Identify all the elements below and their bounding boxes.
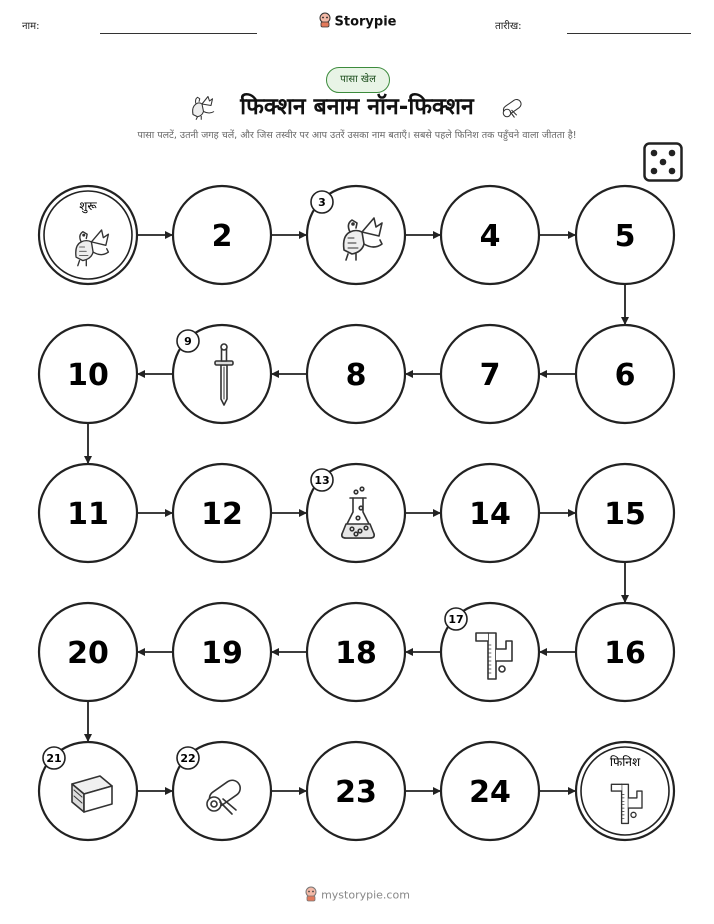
footer	[0, 886, 714, 905]
board-space-10[interactable]	[39, 325, 137, 423]
space-number: 22	[180, 752, 196, 765]
space-number: 20	[67, 636, 109, 671]
space-number: 6	[614, 358, 636, 393]
space-number: 23	[335, 775, 377, 810]
space-number: 21	[46, 752, 62, 765]
space-number: 24	[469, 775, 511, 810]
page-title: फिक्शन बनाम नॉन-फिक्शन	[240, 94, 474, 120]
space-number: 2	[211, 219, 233, 254]
start-label: शुरू	[79, 199, 97, 213]
space-number: 11	[67, 497, 109, 532]
space-number: 12	[201, 497, 243, 532]
game-type-badge: पासा खेल	[326, 67, 390, 93]
space-number: 16	[604, 636, 646, 671]
board-space-15[interactable]	[576, 464, 674, 562]
space-number: 10	[67, 358, 109, 393]
board-space-4[interactable]	[441, 186, 539, 284]
space-number: 4	[479, 219, 501, 254]
board-space-22[interactable]	[173, 742, 271, 840]
board-space-23[interactable]	[307, 742, 405, 840]
board-space-18[interactable]	[307, 603, 405, 701]
board-space-16[interactable]	[576, 603, 674, 701]
board-space-11[interactable]	[39, 464, 137, 562]
board-space-21[interactable]	[39, 742, 137, 840]
name-label: नाम:	[22, 21, 40, 32]
brand-name: Storypie	[334, 14, 397, 30]
board-space-13[interactable]	[307, 464, 405, 562]
finish-label: फिनिश	[609, 755, 641, 769]
board-space-5[interactable]	[576, 186, 674, 284]
start-space[interactable]	[39, 186, 137, 284]
finish-space[interactable]	[576, 742, 674, 840]
space-number: 13	[314, 474, 330, 487]
board-space-17[interactable]	[441, 603, 539, 701]
board-space-20[interactable]	[39, 603, 137, 701]
space-number: 14	[469, 497, 511, 532]
space-number: 8	[345, 358, 367, 393]
space-number: 9	[184, 335, 192, 348]
space-number: 17	[448, 613, 464, 626]
space-number: 7	[479, 358, 501, 393]
date-label: तारीख:	[495, 21, 522, 32]
space-number: 19	[201, 636, 243, 671]
space-number: 15	[604, 497, 646, 532]
space-number: 3	[318, 196, 326, 209]
board-space-14[interactable]	[441, 464, 539, 562]
board-space-24[interactable]	[441, 742, 539, 840]
board-space-8[interactable]	[307, 325, 405, 423]
space-number: 18	[335, 636, 377, 671]
instructions: पासा पलटें, उतनी जगह चलें, और जिस तस्वीर पर आप उतरें उसका नाम बताएँ। सबसे पहले फिनिश तक पहुँचने वाला जीतता है!	[137, 130, 577, 141]
board-space-6[interactable]	[576, 325, 674, 423]
board-space-7[interactable]	[441, 325, 539, 423]
footer-url: mystorypie.com	[321, 888, 410, 902]
space-number: 5	[614, 219, 636, 254]
board-space-12[interactable]	[173, 464, 271, 562]
board-space-19[interactable]	[173, 603, 271, 701]
storypie-logo-icon	[304, 886, 318, 905]
board-space-3[interactable]	[307, 186, 405, 284]
board-space-2[interactable]	[173, 186, 271, 284]
board-space-9[interactable]	[173, 325, 271, 423]
